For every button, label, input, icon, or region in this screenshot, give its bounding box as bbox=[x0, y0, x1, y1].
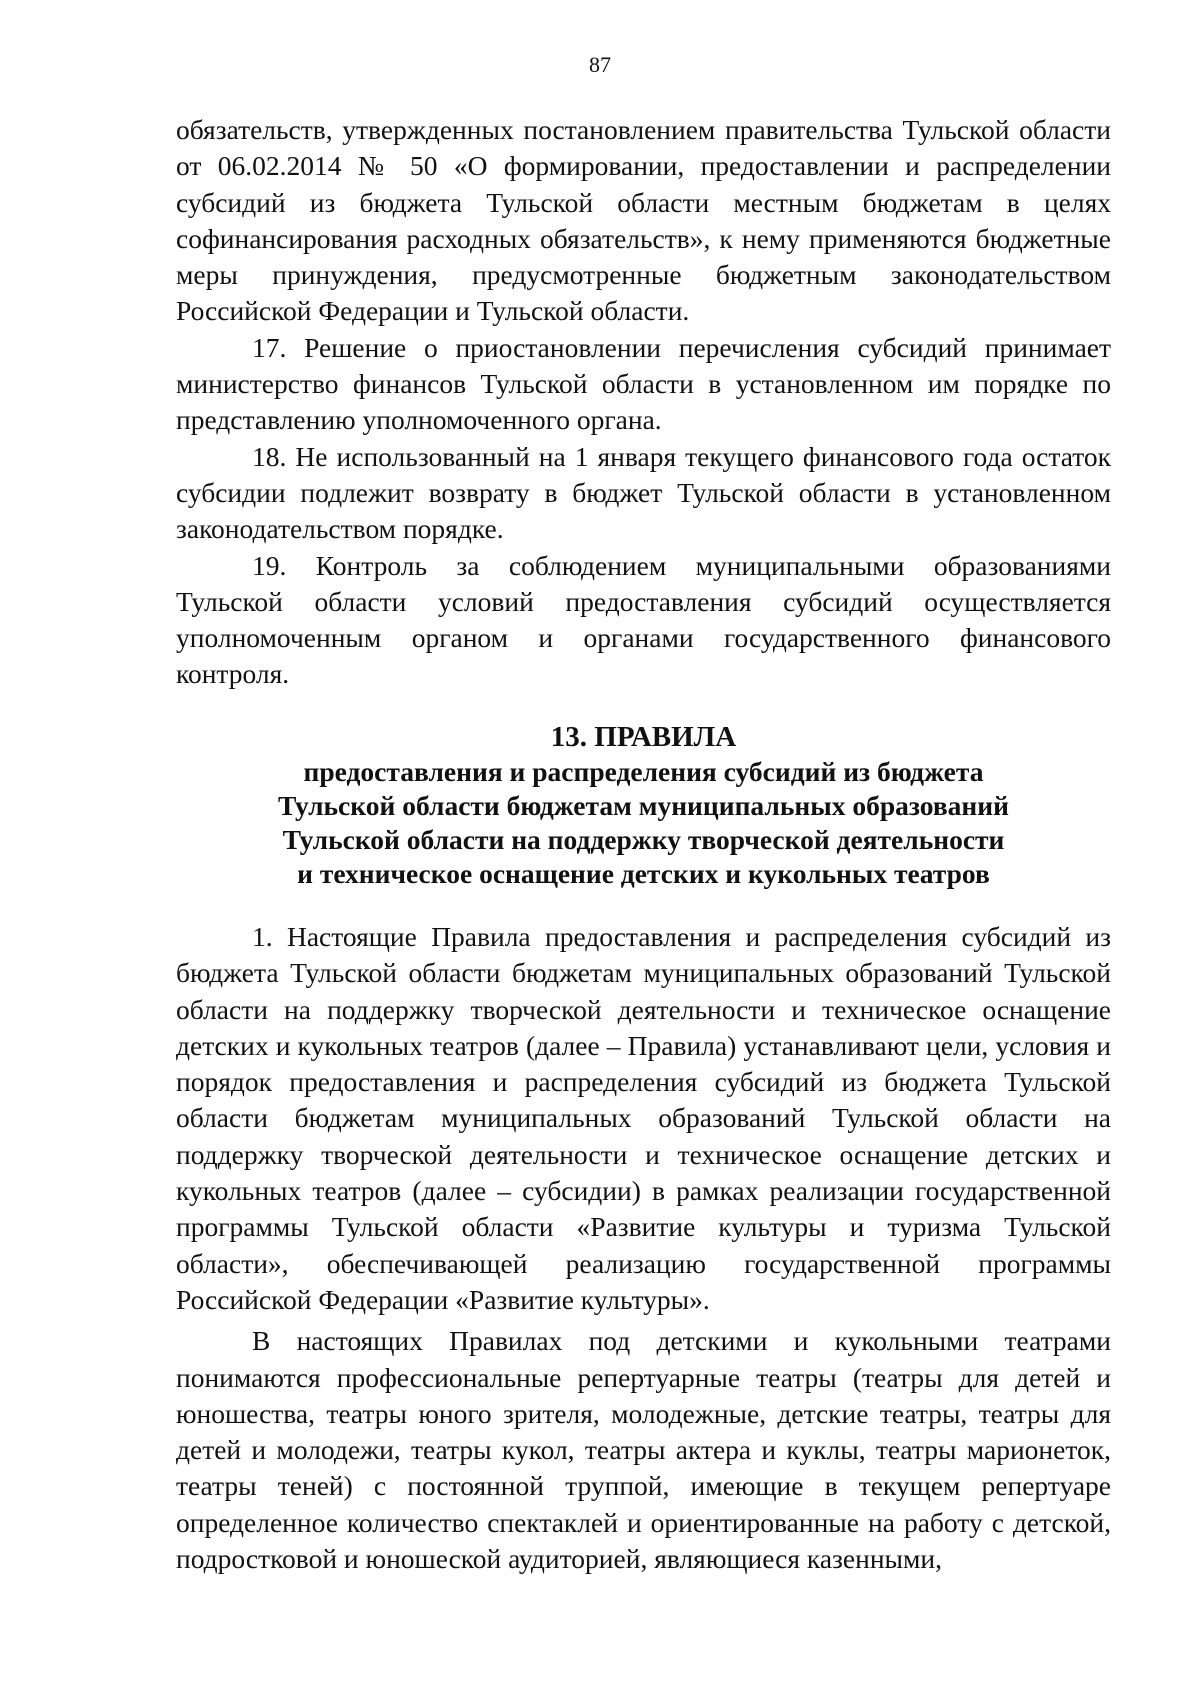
paragraph-17: 17. Решение о приостановлении перечисления субсидий принимает министерство финансов Тульской области в установленном им порядке по представлению уполномоченного органа. bbox=[176, 331, 1111, 436]
paragraph-19: 19. Контроль за соблюдением муниципальными образованиями Тульской области условий предоставления субсидий осуществляется уполномоченным органом и органами государственного финансового контроля. bbox=[176, 549, 1111, 690]
lower-text-block bbox=[176, 919, 1111, 1577]
section-subtitle-line-1: предоставления и распределения субсидий из бюджета bbox=[303, 756, 984, 787]
paragraph-definition: В настоящих Правилах под детскими и кукольными театрами понимаются профессиональные репертуарные театры (театры для детей и юношества, театры юного зрителя, молодежные, детские театры, театры для детей и молодежи, театры кукол, театры актера и куклы, театры марионеток, театры теней) с постоянной труппой, имеющие в текущем репертуаре определенное количество спектаклей и ориентированные на работу с детской, подростковой и юношеской аудиторией, являющиеся казенными, bbox=[176, 1325, 1111, 1575]
section-heading bbox=[176, 720, 1111, 891]
section-title: 13. ПРАВИЛА bbox=[550, 721, 737, 753]
section-subtitle-line-3: Тульской области на поддержку творческой деятельности bbox=[282, 824, 1005, 855]
upper-text-block bbox=[176, 112, 1111, 693]
paragraph-continuation: обязательств, утвержденных постановлением правительства Тульской области от 06.02.2014 № 50 «О формировании, предоставлении и распределении субсидий из бюджета Тульской области местным бюджетам в целях софинансирования расходных обязательств», к нему применяются бюджетные меры принуждения, предусмотренные бюджетным законодательством Российской Федерации и Тульской области. bbox=[176, 114, 1111, 327]
page-number: 87 bbox=[589, 52, 611, 77]
paragraph-18: 18. Не использованный на 1 января текущего финансового года остаток субсидии подлежит возврату в бюджет Тульской области в установленном законодательством порядке. bbox=[176, 440, 1111, 545]
section-subtitle-line-4: и техническое оснащение детских и кукольных театров bbox=[297, 858, 990, 889]
section-subtitle-line-2: Тульской области бюджетам муниципальных образований bbox=[278, 790, 1009, 821]
paragraph-1: 1. Настоящие Правила предоставления и распределения субсидий из бюджета Тульской области бюджетам муниципальных образований Тульской области на поддержку творческой деятельности и техническое оснащение детских и кукольных театров (далее – Правила) устанавливают цели, условия и порядок предоставления и распределения субсидий из бюджета Тульской области бюджетам муниципальных образований Тульской области на поддержку творческой деятельности и техническое оснащение детских и кукольных театров (далее – субсидии) в рамках реализации государственной программы Тульской области «Развитие культуры и туризма Тульской области», обеспечивающей реализацию государственной программы Российской Федерации «Развитие культуры». bbox=[176, 921, 1111, 1315]
